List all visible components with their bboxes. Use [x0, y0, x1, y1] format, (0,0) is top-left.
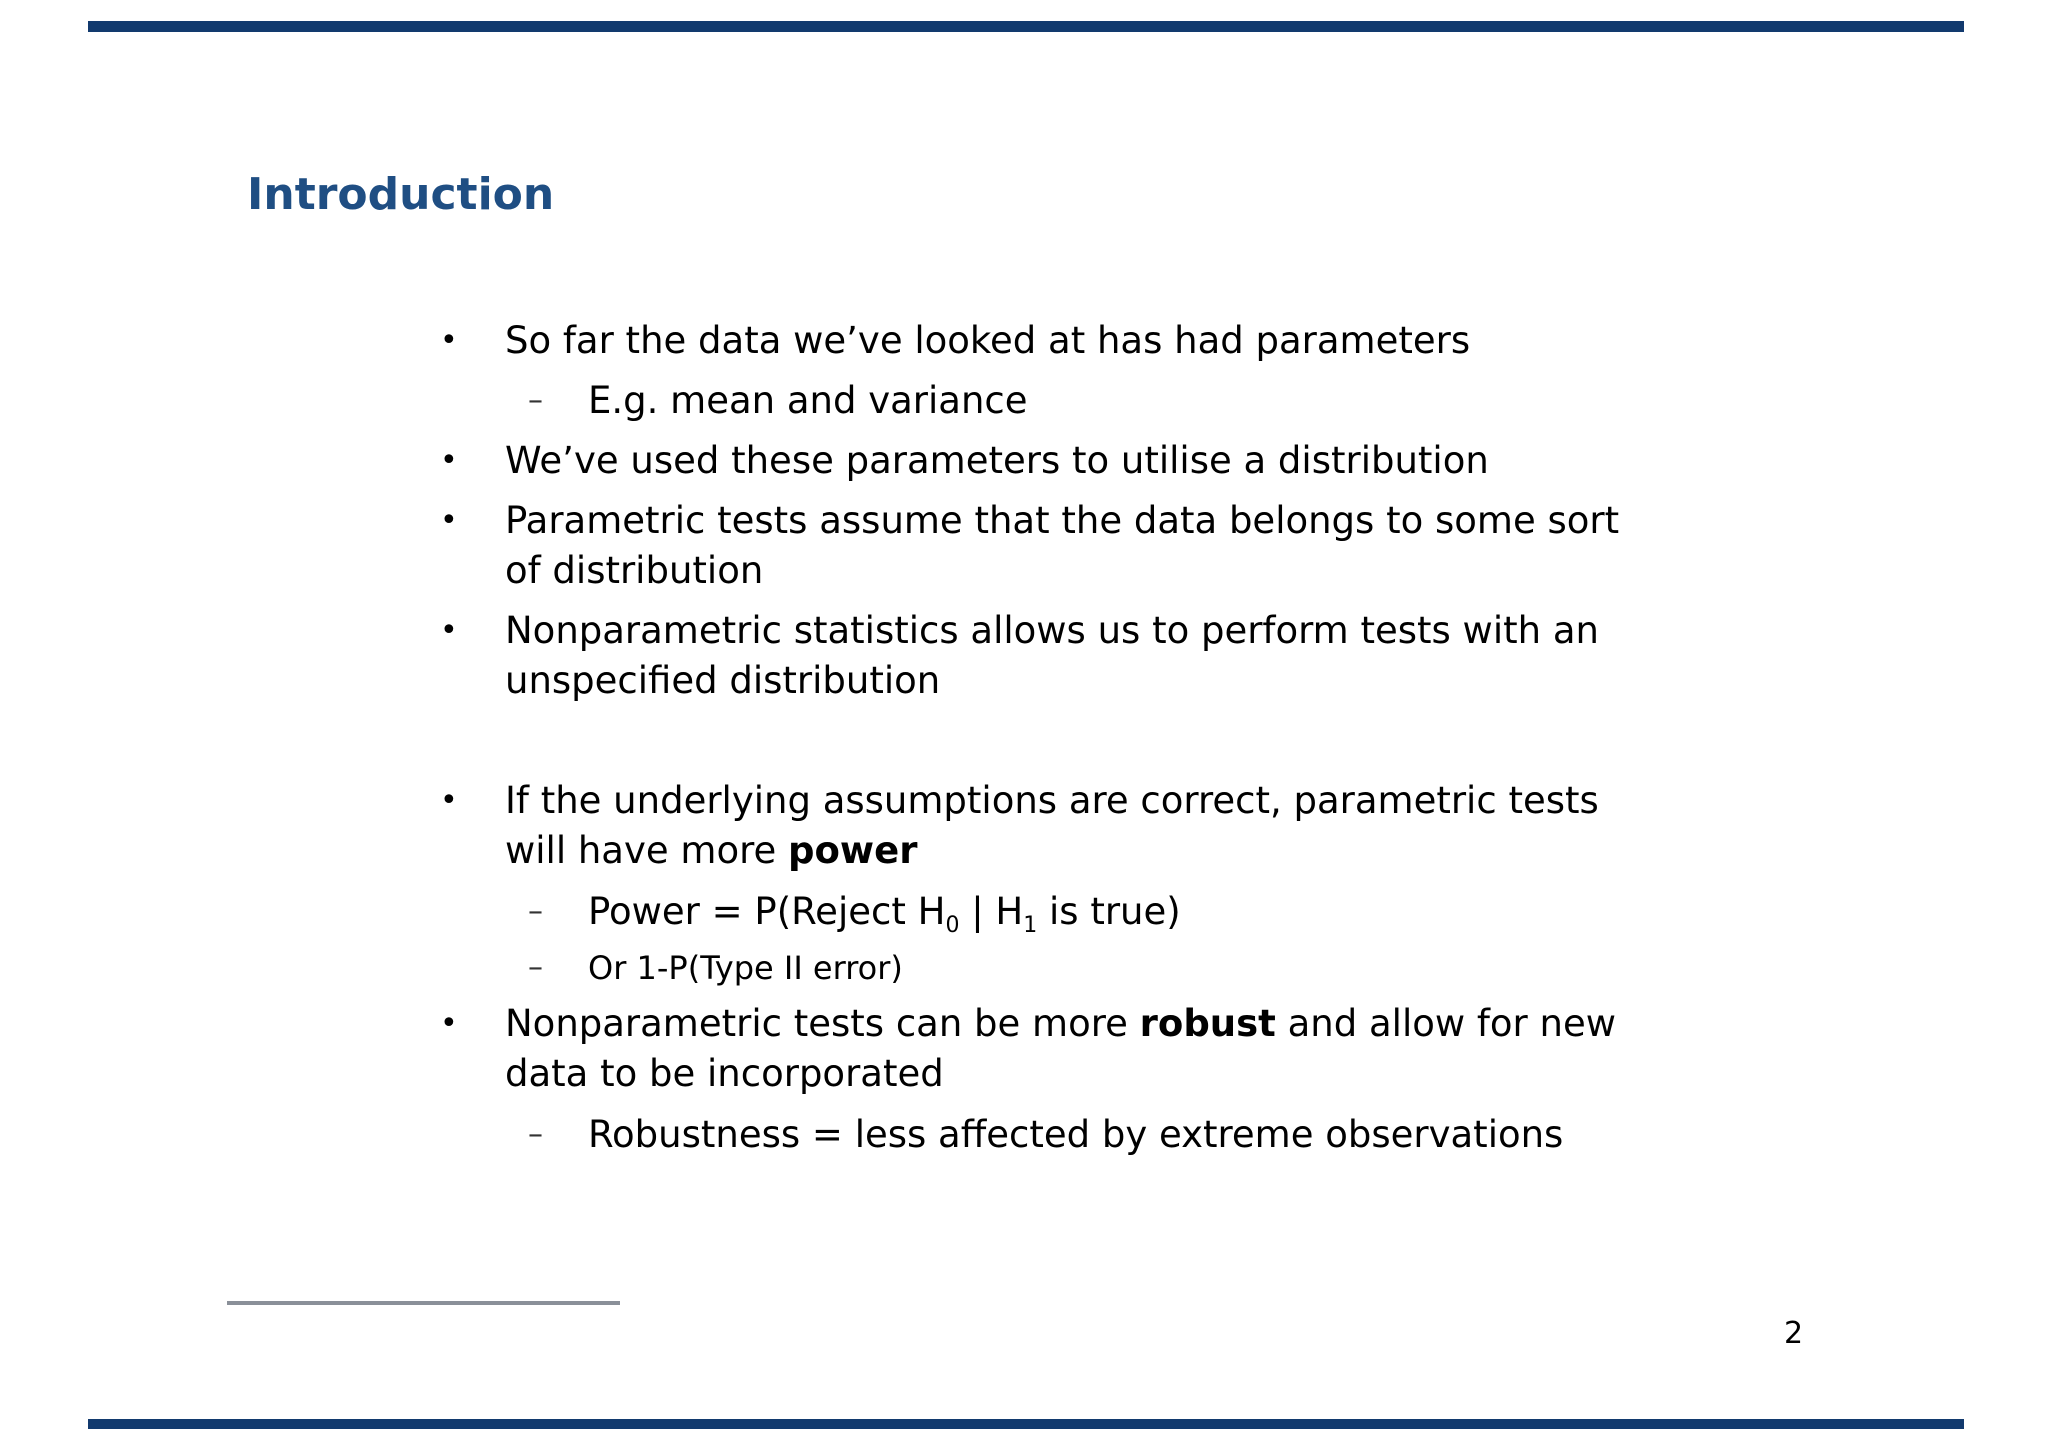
emphasis-robust: robust	[1139, 1002, 1276, 1045]
page-number: 2	[1784, 1316, 1804, 1351]
bullet-marker: •	[440, 1006, 458, 1041]
bullet-text-part: If the underlying assumptions are correct, parametric tests will have more	[505, 779, 1599, 872]
bullet-text: Nonparametric statistics allows us to perform tests with an unspecified distribution	[505, 609, 1599, 702]
formula-part: is true)	[1037, 890, 1181, 933]
bullet-text: We’ve used these parameters to utilise a distribution	[505, 439, 1489, 482]
bullet-marker: •	[440, 613, 458, 648]
formula-part: | H	[959, 890, 1024, 933]
bullet-marker: •	[440, 443, 458, 478]
sub-bullet-text: E.g. mean and variance	[588, 379, 1028, 422]
sub-bullet-text	[588, 887, 1668, 937]
emphasis-power: power	[788, 829, 918, 872]
dash-marker: –	[528, 1117, 543, 1152]
sub-bullet-text: Or 1-P(Type II error)	[588, 949, 903, 987]
subscript-1: 1	[1023, 913, 1038, 938]
bullet-marker: •	[440, 323, 458, 358]
dash-marker: –	[528, 894, 543, 929]
sub-bullet-text: Robustness = less affected by extreme observations	[588, 1113, 1564, 1156]
dash-marker: –	[528, 383, 543, 418]
slide-title: Introduction	[247, 169, 555, 220]
top-rule	[88, 21, 1964, 32]
subscript-0: 0	[945, 913, 960, 938]
bullet-text-part: Nonparametric tests can be more	[505, 1002, 1140, 1045]
footer-divider	[227, 1301, 620, 1305]
bullet-text	[505, 776, 1655, 876]
bullet-marker: •	[440, 503, 458, 538]
bullet-marker: •	[440, 783, 458, 818]
formula-part: Power = P(Reject H	[588, 890, 946, 933]
bottom-rule	[88, 1419, 1964, 1429]
dash-marker: –	[528, 950, 543, 985]
bullet-text	[505, 999, 1655, 1099]
bullet-text-part: and allow for new data to be incorporated	[505, 1002, 1616, 1095]
bullet-text: Parametric tests assume that the data belongs to some sort of distribution	[505, 499, 1620, 592]
bullet-text: So far the data we’ve looked at has had parameters	[505, 319, 1471, 362]
